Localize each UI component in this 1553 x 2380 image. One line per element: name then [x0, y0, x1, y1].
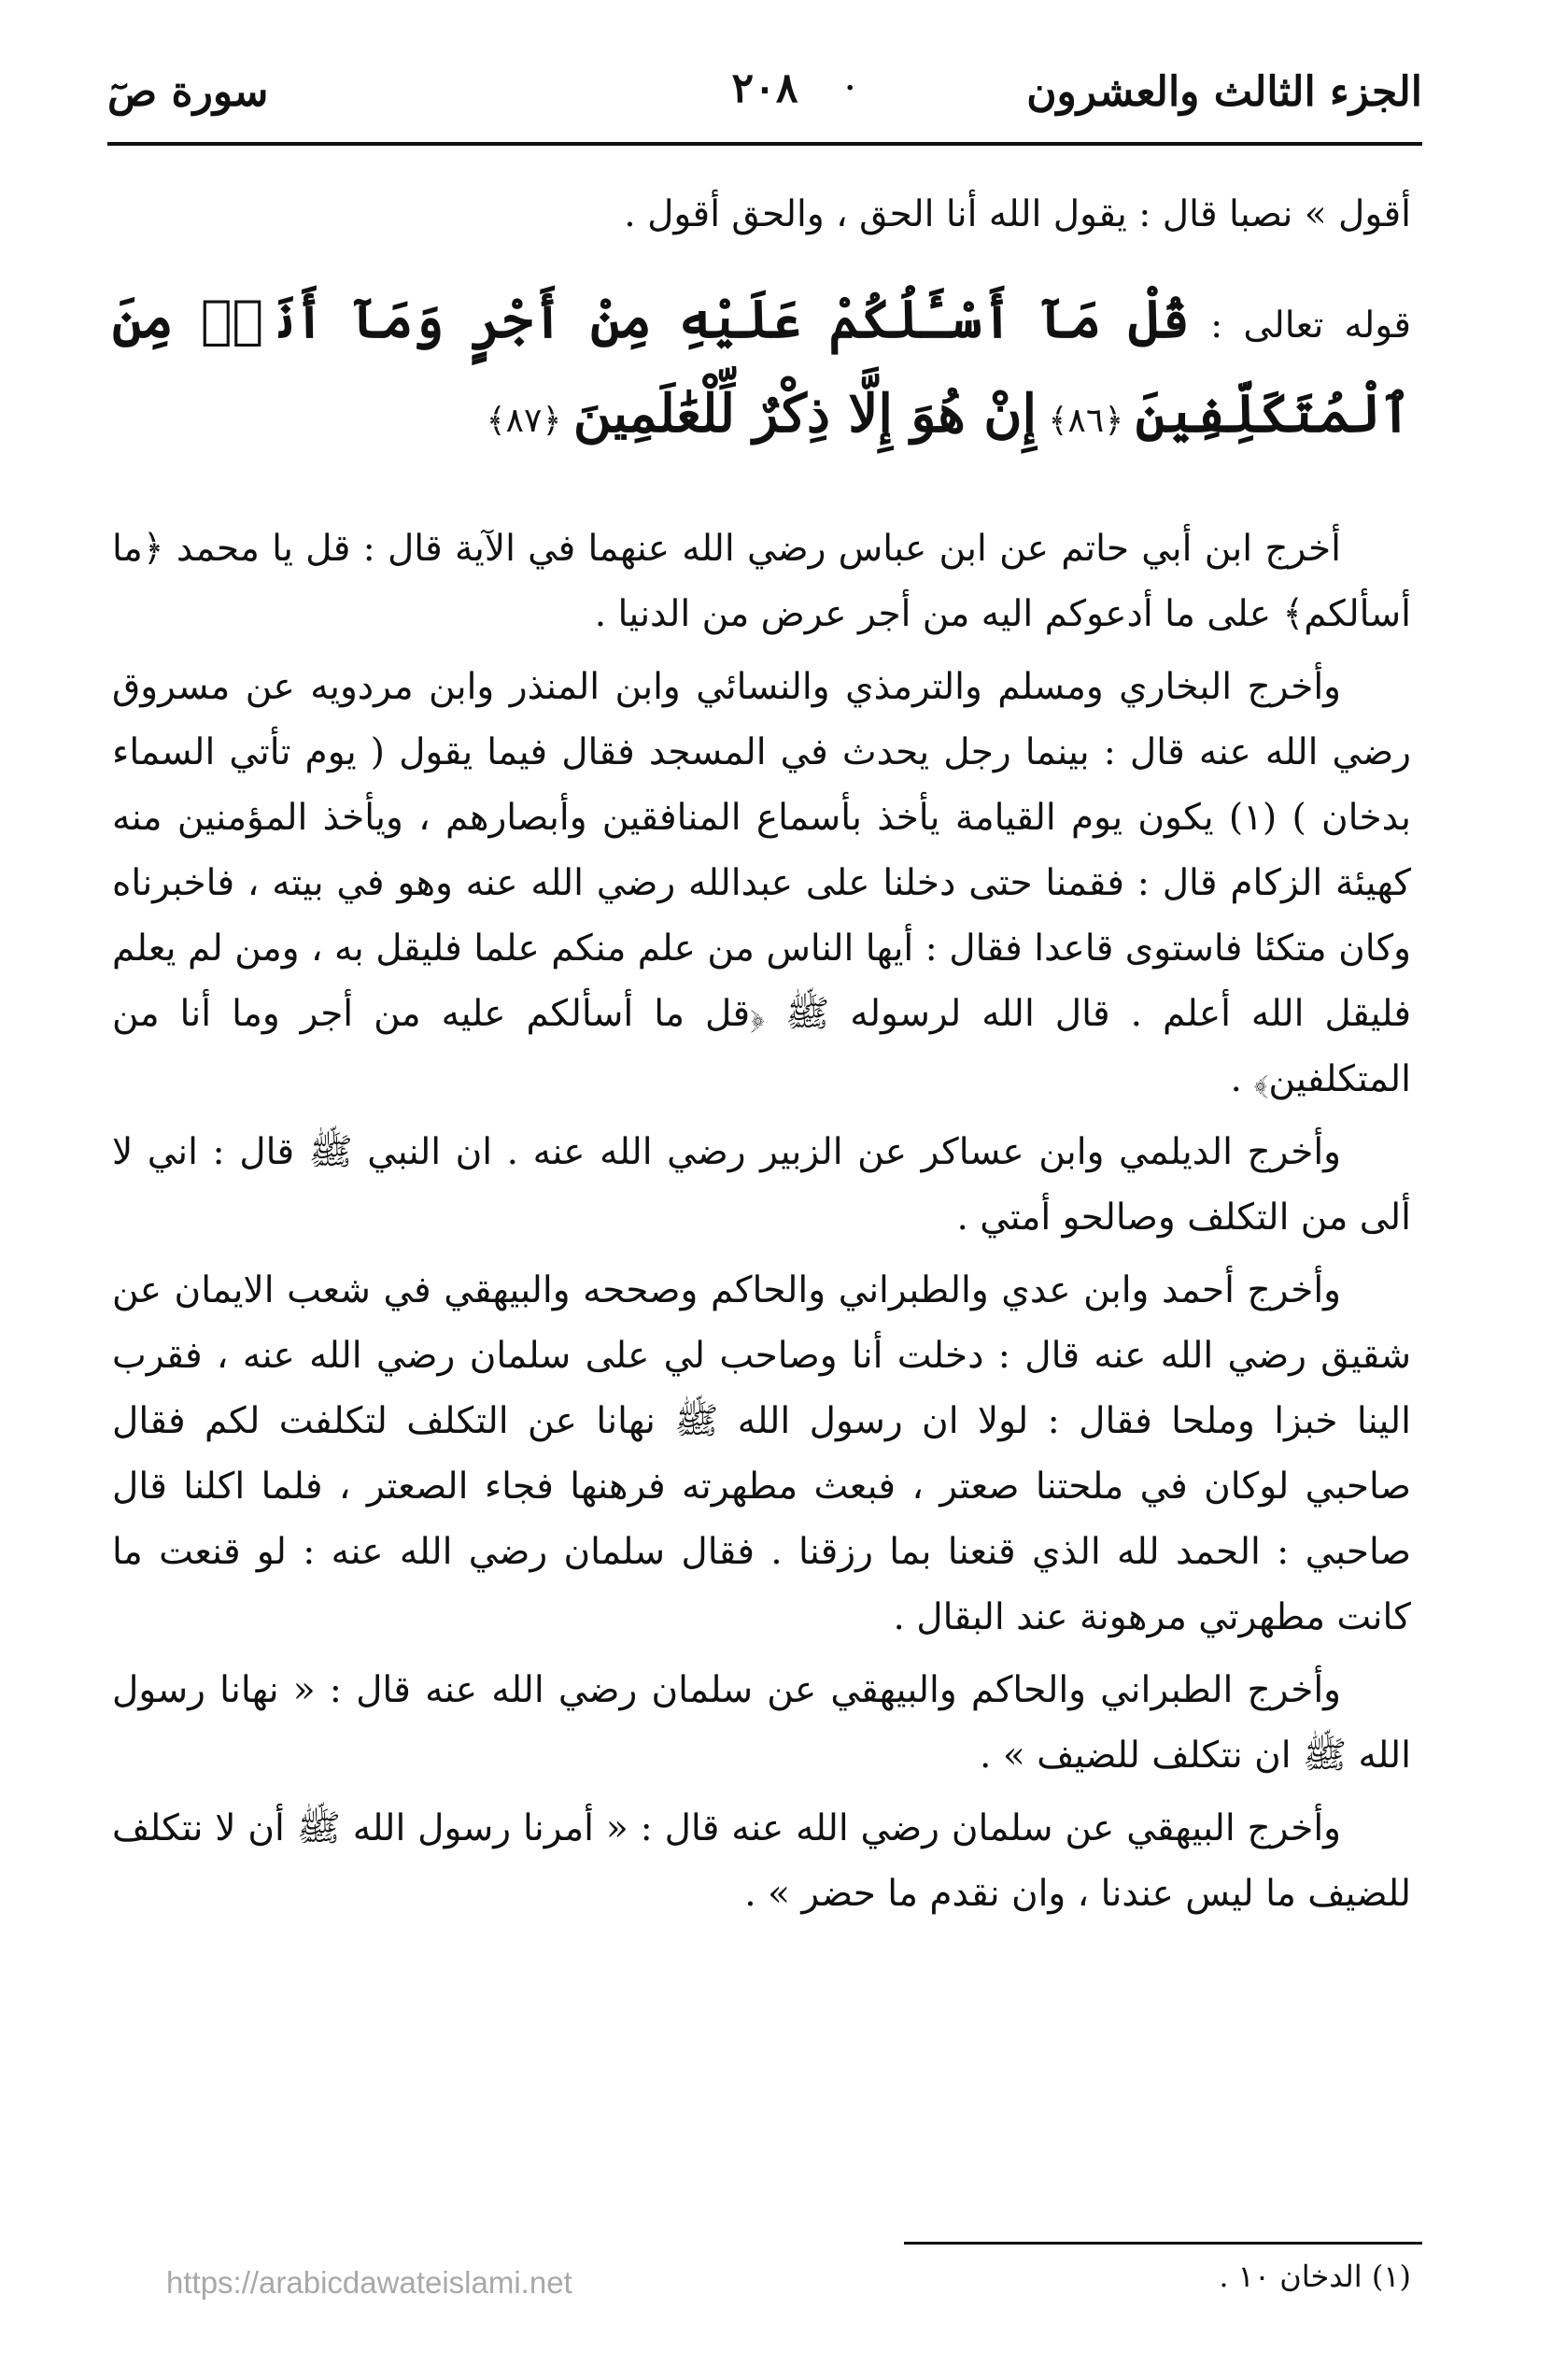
paragraph-6: وأخرج البيهقي عن سلمان رضي الله عنه قال : « أمرنا رسول الله ﷺ أن لا نتكلف للضيف ما ليس عندنا ، وان نقدم ما حضر » .	[112, 1807, 1411, 1915]
verse-text-86: قُلْ مَآ أَسْـَٔلُكُمْ عَلَيْهِ مِنْ أَجْرٍ وَمَآ أَنَا۠ مِنَ ٱلْمُتَكَلِّفِينَ	[112, 289, 1411, 445]
verse-intro: قوله تعالى :	[1210, 305, 1411, 347]
watermark-url: https://arabicdawateislami.net	[166, 2265, 572, 2300]
footnote: (١) الدخان ١٠ .	[1219, 2259, 1411, 2294]
surah-title: سورة صٓ	[107, 68, 269, 116]
verse-text-87: إِنْ هُوَ إِلَّا ذِكْرٌ لِّلْعَٰلَمِينَ	[572, 383, 1038, 445]
paragraph-1: أخرج ابن أبي حاتم عن ابن عباس رضي الله عنهما في الآية قال : قل يا محمد ﴿ما أسألكم﴾ على ما أدعوكم اليه من أجر عرض من الدنيا .	[112, 528, 1411, 635]
paragraph-2: وأخرج البخاري ومسلم والترمذي والنسائي وابن المنذر وابن مردويه عن مسروق رضي الله عنه قال : بينما رجل يحدث في المسجد فقال فيما يقول ( يوم تأتي السماء بدخان ) (١) يكون يوم القيامة يأخذ بأسماع المنافقين وأبصارهم ، ويأخذ المؤمنين منه كهيئة الزكام قال : فقمنا حتى دخلنا على عبدالله رضي الله عنه وهو في بيته ، فاخبرناه وكان متكئا فاستوى قاعدا فقال : أيها الناس من علم منكم علما فليقل به ، ومن لم يعلم فليقل الله أعلم . قال الله لرسوله ﷺ ﴿قل ما أسألكم عليه من أجر وما أنا من المتكلفين﴾ .	[112, 666, 1411, 1100]
paragraph-5: وأخرج الطبراني والحاكم والبيهقي عن سلمان رضي الله عنه قال : « نهانا رسول الله ﷺ ان نتكلف للضيف » .	[112, 1669, 1411, 1777]
page-number: ٢٠٨	[731, 64, 798, 112]
quran-verse-block	[112, 276, 1411, 465]
ayah-number-87: ﴿٨٧﴾	[486, 402, 562, 440]
footnote-rule	[904, 2242, 1422, 2245]
ayah-number-86: ﴿٨٦﴾	[1048, 402, 1124, 440]
header-rule	[107, 142, 1422, 146]
paragraph-4: وأخرج أحمد وابن عدي والطبراني والحاكم وصححه والبيهقي في شعب الايمان عن شقيق رضي الله عنه قال : دخلت أنا وصاحب لي على سلمان رضي الله عنه ، فقرب الينا خبزا وملحا فقال : لولا ان رسول الله ﷺ نهانا عن التكلف لتكلفت لكم فقال صاحبي لوكان في ملحتنا صعتر ، فبعث مطهرته فرهنها فجاء الصعتر ، فلما اكلنا قال صاحبي : الحمد لله الذي قنعنا بما رزقنا . فقال سلمان رضي الله عنه : لو قنعت ما كانت مطهرتي مرهونة عند البقال .	[112, 1269, 1411, 1638]
running-header	[107, 51, 1422, 135]
opening-line: أقول » نصبا قال : يقول الله أنا الحق ، والحق أقول .	[624, 193, 1411, 235]
header-dot: .	[845, 64, 855, 97]
part-title: الجزء الثالث والعشرون	[1026, 68, 1422, 116]
paragraph-3: وأخرج الديلمي وابن عساكر عن الزبير رضي الله عنه . ان النبي ﷺ قال : اني لا ألى من التكلف وصالحو أمتي .	[112, 1131, 1411, 1239]
main-text	[112, 182, 1411, 1934]
